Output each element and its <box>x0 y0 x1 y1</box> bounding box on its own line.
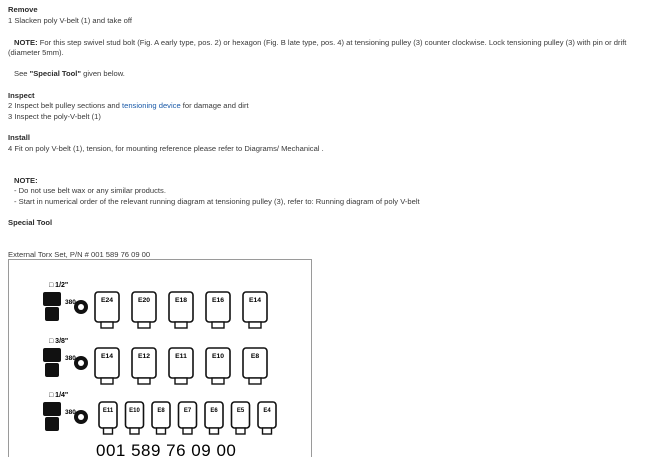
socket-size-label: E5 <box>236 408 245 414</box>
remove-step-1: 1 Slacken poly V-belt (1) and take off <box>8 16 132 25</box>
note-label: NOTE: <box>14 38 38 47</box>
socket-size-label: E18 <box>174 297 188 304</box>
socket-size-label: E11 <box>175 353 187 360</box>
tool-code-label: 380- <box>65 409 79 416</box>
torx-socket-base <box>212 378 224 384</box>
torx-socket-base <box>183 428 192 434</box>
adapter-top <box>43 402 61 416</box>
install-heading: Install <box>8 133 30 142</box>
inspect-step-2 <box>8 101 249 111</box>
see-suffix: given below. <box>81 69 125 78</box>
torx-socket <box>99 402 117 428</box>
note2-label: NOTE: <box>14 176 38 185</box>
drive-size-label: □ 1/4" <box>49 392 69 399</box>
see-prefix: See <box>14 69 30 78</box>
adapter-top <box>43 348 61 362</box>
adapter-bottom <box>45 417 59 431</box>
socket-size-label: E6 <box>210 408 218 414</box>
install-step-4: 4 Fit on poly V-belt (1), tension, for mounting reference please refer to Diagrams/ Mechanical . <box>8 144 324 153</box>
inspect-heading: Inspect <box>8 91 35 100</box>
torx-socket-base <box>101 378 113 384</box>
remove-note <box>8 38 646 58</box>
socket-size-label: E4 <box>263 408 271 414</box>
socket-size-label: E24 <box>100 297 114 304</box>
torx-socket-base <box>210 428 219 434</box>
drive-size-label: □ 1/2" <box>49 282 69 289</box>
torx-set-image <box>8 259 312 457</box>
torx-set-drawing <box>9 260 311 457</box>
torx-socket <box>152 402 170 428</box>
socket-size-label: E14 <box>100 353 114 360</box>
tool-code-label: 380- <box>65 299 79 306</box>
socket-size-label: E20 <box>137 297 151 304</box>
torx-socket-base <box>138 378 150 384</box>
tensioning-device-link[interactable]: tensioning device <box>121 101 181 110</box>
socket-size-label: E8 <box>157 408 165 414</box>
note-text: For this step swivel stud bolt (Fig. A early type, pos. 2) or hexagon (Fig. B late type, pos. 4) at tensioning pulley (3) counter clockwise. Lock tensioning pulley (3) with pin or drift (diameter 5mm). <box>8 38 627 57</box>
torx-socket-base <box>104 428 113 434</box>
tool-caption: External Torx Set, P/N # 001 589 76 09 00 <box>8 250 151 259</box>
step2-suffix: for damage and dirt <box>180 101 249 110</box>
note2-item-1: - Do not use belt wax or any similar products. <box>14 186 166 195</box>
adapter-bottom <box>45 363 59 377</box>
socket-size-label: E11 <box>102 408 114 414</box>
step2-prefix: 2 Inspect belt pulley sections and <box>8 101 122 110</box>
special-tool-heading: Special Tool <box>8 218 53 227</box>
socket-size-label: E7 <box>183 408 192 414</box>
adapter-top <box>43 292 61 306</box>
see-bold: "Special Tool" <box>29 69 81 78</box>
torx-bit-hole <box>78 360 84 366</box>
torx-bit-hole <box>78 304 84 310</box>
torx-socket-base <box>249 378 261 384</box>
socket-size-label: E12 <box>137 353 151 360</box>
inspect-step-3: 3 Inspect the poly-V-belt (1) <box>8 112 101 121</box>
note2-item-2: - Start in numerical order of the relevant running diagram at tensioning pulley (3), refer to: Running diagram of poly V-belt <box>14 197 420 206</box>
torx-socket-base <box>175 378 187 384</box>
torx-socket-base <box>138 322 150 328</box>
torx-socket <box>205 402 223 428</box>
remove-heading: Remove <box>8 5 38 14</box>
torx-socket <box>232 402 250 428</box>
socket-size-label: E8 <box>250 353 260 360</box>
socket-size-label: E16 <box>211 297 225 304</box>
adapter-bottom <box>45 307 59 321</box>
tool-code-label: 380- <box>65 355 79 362</box>
torx-socket-base <box>236 428 245 434</box>
torx-socket <box>126 402 144 428</box>
torx-socket-base <box>249 322 261 328</box>
torx-socket-base <box>157 428 166 434</box>
socket-size-label: E14 <box>248 297 262 304</box>
torx-socket-base <box>175 322 187 328</box>
socket-size-label: E10 <box>211 353 225 360</box>
torx-socket-base <box>130 428 139 434</box>
torx-socket <box>179 402 197 428</box>
torx-socket-base <box>263 428 272 434</box>
see-special-tool <box>14 69 125 79</box>
drive-size-label: □ 3/8" <box>49 338 69 345</box>
socket-size-label: E10 <box>129 408 140 414</box>
part-number-label: 001 589 76 09 00 <box>96 441 237 457</box>
torx-socket <box>258 402 276 428</box>
torx-socket-base <box>101 322 113 328</box>
torx-bit-hole <box>78 414 84 420</box>
torx-socket-base <box>212 322 224 328</box>
